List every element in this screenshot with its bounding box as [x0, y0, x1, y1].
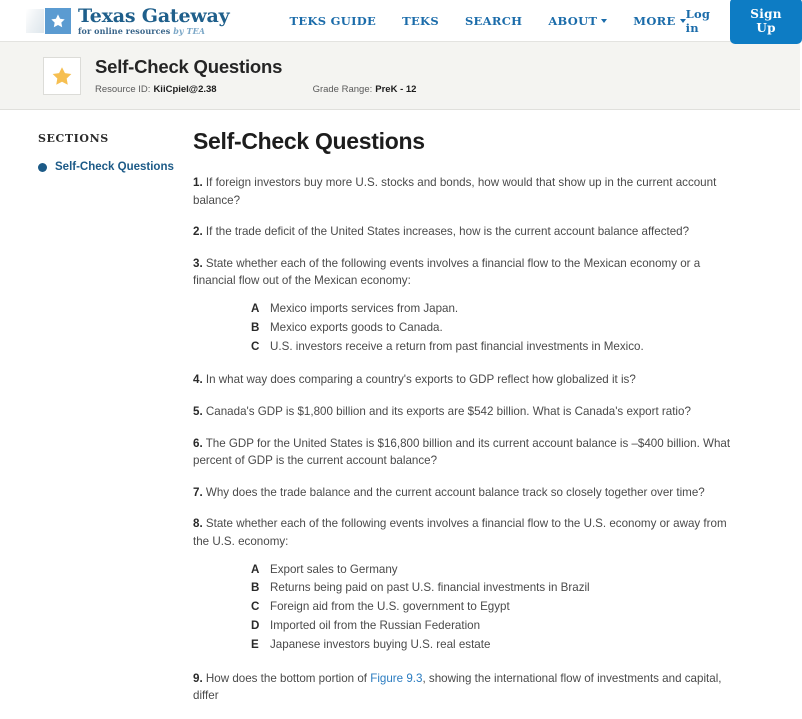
site-logo[interactable] [26, 4, 230, 36]
sidebar-item-label: Self-Check Questions [55, 161, 174, 173]
login-link[interactable]: Log in [685, 6, 711, 35]
question-1: 1. If foreign investors buy more U.S. stocks and bonds, how would that show up in the current account balance? [193, 176, 717, 207]
chevron-down-icon [601, 19, 607, 23]
resource-star-icon [43, 57, 81, 95]
nav-item-search[interactable]: SEARCH [464, 13, 523, 28]
resource-header-band [0, 42, 800, 110]
sidebar-heading: SECTIONS [38, 132, 109, 145]
grade-range-label: Grade Range: [312, 84, 373, 96]
question-4: 4. In what way does comparing a country's exports to GDP reflect how globalized it is? [193, 373, 636, 387]
grade-range-value: PreK - 12 [375, 84, 417, 96]
list-item: C Foreign aid from the U.S. government to Egypt [251, 600, 510, 614]
question-7: 7. Why does the trade balance and the current account balance track so closely together over time? [193, 485, 705, 499]
list-item: A Export sales to Germany [251, 562, 398, 576]
nav-item-teks[interactable]: TEKS [402, 13, 439, 28]
resource-id-label: Resource ID: [95, 84, 151, 96]
primary-nav-links [290, 14, 686, 28]
page-body [0, 110, 800, 719]
page-title: Self-Check Questions [193, 128, 425, 154]
list-item: B Mexico exports goods to Canada. [251, 320, 443, 334]
bullet-icon [38, 163, 47, 172]
list-item: A Mexico imports services from Japan. [251, 302, 459, 316]
question-6: 6. The GDP for the United States is $16,800 billion and its current account balance is –$400 billion. What percent of GDP is the current account balance? [193, 436, 731, 468]
question-2: 2. If the trade deficit of the United States increases, how is the current account balance affected? [193, 225, 690, 239]
nav-item-teks-guide[interactable]: TEKS GUIDE [289, 13, 377, 28]
list-item: B Returns being paid on past U.S. financial investments in Brazil [251, 581, 590, 595]
resource-title: Self-Check Questions [95, 55, 283, 77]
resource-metadata [95, 84, 416, 95]
list-item: D Imported oil from the Russian Federation [251, 619, 481, 632]
logo-star-icon [45, 8, 71, 34]
logo-tagline: for online resources by TEA [78, 25, 206, 36]
question-9: 9. How does the bottom portion of Figure 9.3, showing the international flow of investments and capital, differ [193, 671, 722, 703]
sidebar [0, 128, 190, 719]
question-3-options [193, 300, 778, 356]
nav-item-more[interactable]: MORE [633, 14, 685, 28]
question-3: 3. State whether each of the following events involves a financial flow to the Mexican economy or a financial flow out of the Mexican economy: [193, 256, 701, 288]
logo-title: Texas Gateway [78, 4, 230, 27]
logo-swoosh-decoration [26, 9, 44, 33]
top-navigation-bar [0, 0, 800, 42]
main-content [190, 128, 800, 719]
sidebar-item-self-check-questions[interactable] [38, 161, 190, 173]
resource-id-value: KiiCpieI@2.38 [153, 84, 217, 96]
account-actions [686, 0, 802, 44]
list-item: C U.S. investors receive a return from past financial investments in Mexico. [251, 339, 644, 353]
signup-button[interactable]: Sign Up [730, 0, 802, 44]
question-8: 8. State whether each of the following events involves a financial flow to the U.S. economy or away from the U.S. economy: [193, 517, 727, 549]
nav-item-about[interactable]: ABOUT [548, 14, 607, 28]
list-item: E Japanese investors buying U.S. real estate [251, 637, 491, 651]
question-8-options [193, 561, 778, 655]
figure-link[interactable]: Figure 9.3 [370, 671, 423, 685]
question-5: 5. Canada's GDP is $1,800 billion and its exports are $542 billion. What is Canada's export ratio? [193, 405, 691, 418]
